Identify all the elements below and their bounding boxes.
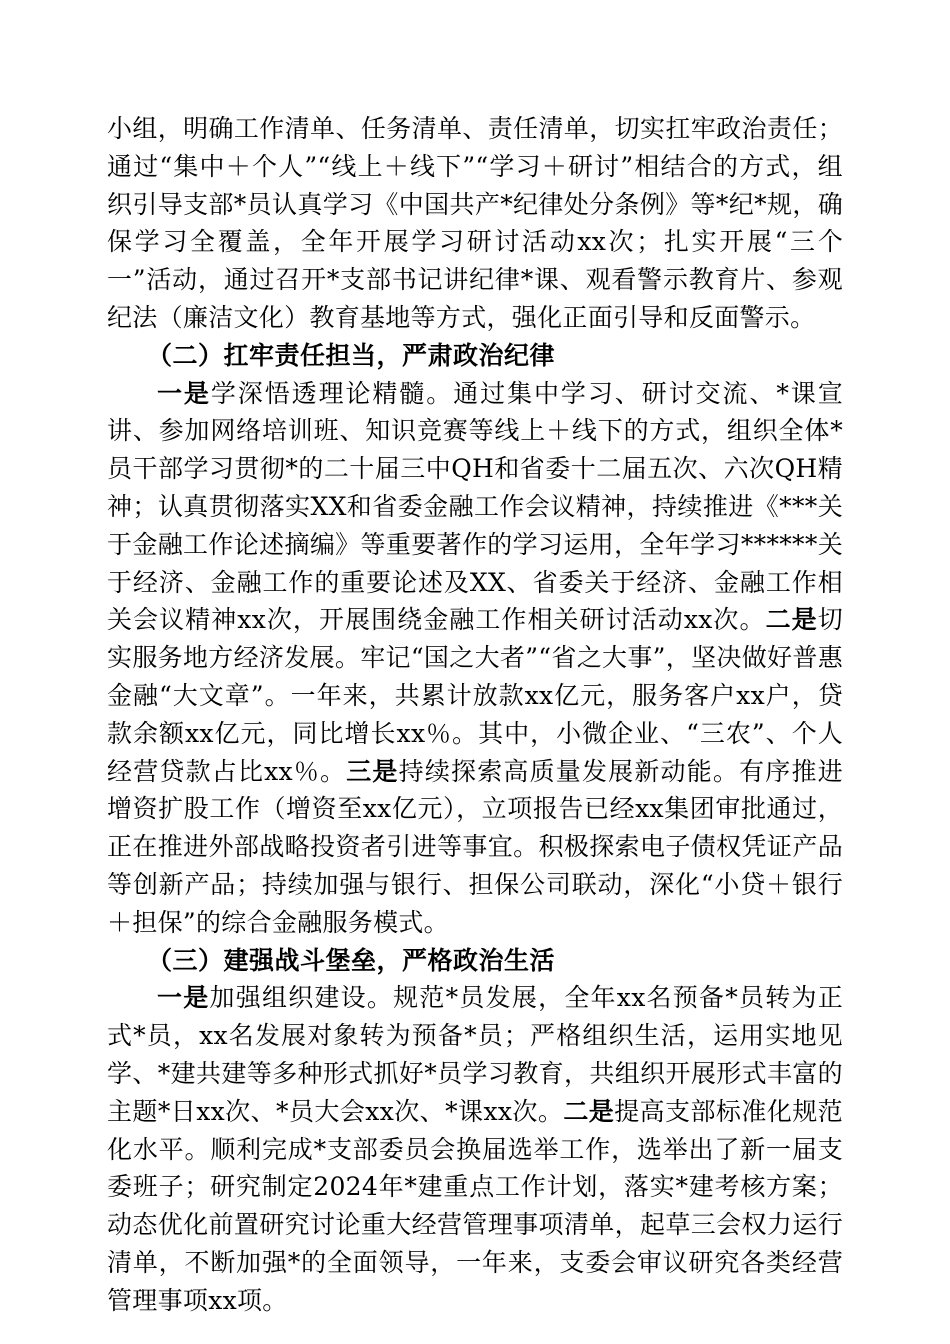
paragraph-text: 提高支部标准化规范化水平。顺利完成*支部委员会换届选举工作，选举出了新一届支委班子；研究制定2024年*建重点工作计划，落实*建考核方案；动态优化前置研究讨论重大经营管理事项清单，起草三会权力运行清单，不断加强*的全面领导，一年来，支委会审议研究各类经营管理事项xx项。	[107, 1096, 843, 1315]
paragraph-text: 切实服务地方经济发展。牢记“国之大者”“省之大事”，坚决做好普惠金融“大文章”。一年来，共累计放款xx亿元，服务客户xx户，贷款余额xx亿元，同比增长xx％。其中，小微企业、“三农”、个人经营贷款占比xx％。	[107, 605, 843, 786]
section-heading-2: （二）扛牢责任担当，严肃政治纪律	[147, 340, 556, 370]
lead-marker: 二是	[563, 1096, 615, 1126]
lead-marker: 一是	[157, 378, 211, 408]
paragraph-text: 加强组织建设。规范*员发展，全年xx名预备*员转为正式*员，xx名发展对象转为预备*员；严格组织生活，运用实地见学、*建共建等多种形式抓好*员学习教育，共组织开展形式丰富的主题*日xx次、*员大会xx次、*课xx次。	[107, 983, 843, 1126]
document-page	[107, 110, 843, 1320]
paragraph-text: 持续探索高质量发展新动能。有序推进增资扩股工作（增资至xx亿元），立项报告已经xx集团审批通过，正在推进外部战略投资者引进等事宜。积极探索电子债权凭证产品等创新产品；持续加强与银行、担保公司联动，深化“小贷＋银行＋担保”的综合金融服务模式。	[107, 756, 843, 937]
lead-marker: 三是	[346, 756, 399, 786]
paragraph-1: 小组，明确工作清单、任务清单、责任清单，切实扛牢政治责任；通过“集中＋个人”“线上＋线下”“学习＋研讨”相结合的方式，组织引导支部*员认真学习《中国共产*纪律处分条例》等*纪*规，确保学习全覆盖，全年开展学习研讨活动xx次；扎实开展“三个一”活动，通过召开*支部书记讲纪律*课、观看警示教育片、参观纪法（廉洁文化）教育基地等方式，强化正面引导和反面警示。	[107, 114, 843, 332]
lead-marker: 一是	[157, 983, 210, 1013]
paragraph-3	[107, 979, 843, 1319]
section-heading-3: （三）建强战斗堡垒，严格政治生活	[147, 945, 556, 975]
lead-marker: 二是	[765, 605, 818, 635]
paragraph-2	[107, 375, 843, 942]
paragraph-text: 学深悟透理论精髓。通过集中学习、研讨交流、*课宣讲、参加网络培训班、知识竞赛等线上＋线下的方式，组织全体*员干部学习贯彻*的二十届三中QH和省委十二届五次、六次QH精神；认真贯彻落实XX和省委金融工作会议精神，持续推进《***关于金融工作论述摘编》等重要著作的学习运用，全年学习******关于经济、金融工作的重要论述及XX、省委关于经济、金融工作相关会议精神xx次，开展围绕金融工作相关研讨活动xx次。	[107, 378, 843, 635]
